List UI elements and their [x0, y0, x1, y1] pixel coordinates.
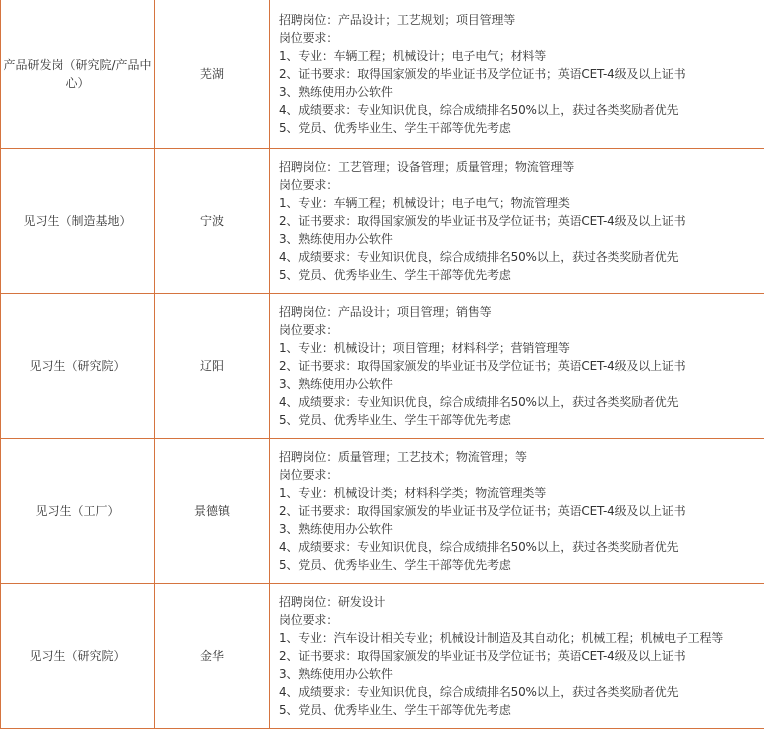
- requirements-cell: [270, 439, 764, 584]
- requirements-cell: [270, 584, 764, 729]
- location-cell: 辽阳: [155, 294, 270, 439]
- preference-note: 5、党员、优秀毕业生、学生干部等优先考虑: [279, 413, 511, 427]
- software-requirement: 3、熟练使用办公软件: [279, 232, 393, 246]
- requirements-cell: [270, 149, 764, 294]
- position-cell: 见习生（研究院）: [1, 294, 155, 439]
- preference-note: 5、党员、优秀毕业生、学生干部等优先考虑: [279, 558, 511, 572]
- grades-requirement: 4、成绩要求：专业知识优良，综合成绩排名50%以上，获过各类奖励者优先: [279, 540, 679, 554]
- recruit-positions-line: 招聘岗位：质量管理；工艺技术；物流管理；等: [279, 450, 527, 464]
- requirements-heading: 岗位要求：: [279, 31, 339, 45]
- requirements-heading: 岗位要求：: [279, 178, 339, 192]
- requirements-heading: 岗位要求：: [279, 323, 339, 337]
- table-row: [1, 584, 764, 729]
- requirements-heading: 岗位要求：: [279, 613, 339, 627]
- requirements-cell: [270, 294, 764, 439]
- table-row: [1, 0, 764, 149]
- position-cell: 见习生（工厂）: [1, 439, 155, 584]
- software-requirement: 3、熟练使用办公软件: [279, 667, 393, 681]
- certificate-requirement: 2、证书要求：取得国家颁发的毕业证书及学位证书；英语CET-4级及以上证书: [279, 649, 686, 663]
- recruitment-table-body: [1, 0, 764, 729]
- table-row: [1, 439, 764, 584]
- software-requirement: 3、熟练使用办公软件: [279, 377, 393, 391]
- grades-requirement: 4、成绩要求：专业知识优良，综合成绩排名50%以上，获过各类奖励者优先: [279, 103, 679, 117]
- recruit-positions-line: 招聘岗位：产品设计；项目管理；销售等: [279, 305, 492, 319]
- location-cell: 芜湖: [155, 0, 270, 149]
- position-cell: 见习生（制造基地）: [1, 149, 155, 294]
- position-cell: 产品研发岗（研究院/产品中心）: [1, 0, 155, 149]
- recruit-positions-line: 招聘岗位：研发设计: [279, 595, 386, 609]
- certificate-requirement: 2、证书要求：取得国家颁发的毕业证书及学位证书；英语CET-4级及以上证书: [279, 214, 686, 228]
- preference-note: 5、党员、优秀毕业生、学生干部等优先考虑: [279, 121, 511, 135]
- certificate-requirement: 2、证书要求：取得国家颁发的毕业证书及学位证书；英语CET-4级及以上证书: [279, 67, 686, 81]
- recruit-positions-line: 招聘岗位：工艺管理；设备管理；质量管理；物流管理等: [279, 160, 575, 174]
- major-requirement: 1、专业：车辆工程；机械设计；电子电气；材料等: [279, 49, 547, 63]
- major-requirement: 1、专业：机械设计类；材料科学类；物流管理类等: [279, 486, 547, 500]
- major-requirement: 1、专业：车辆工程；机械设计；电子电气；物流管理类: [279, 196, 570, 210]
- recruit-positions-line: 招聘岗位：产品设计；工艺规划；项目管理等: [279, 13, 516, 27]
- requirements-cell: [270, 0, 764, 149]
- requirements-heading: 岗位要求：: [279, 468, 339, 482]
- location-cell: 金华: [155, 584, 270, 729]
- grades-requirement: 4、成绩要求：专业知识优良，综合成绩排名50%以上，获过各类奖励者优先: [279, 250, 679, 264]
- certificate-requirement: 2、证书要求：取得国家颁发的毕业证书及学位证书；英语CET-4级及以上证书: [279, 359, 686, 373]
- location-cell: 景德镇: [155, 439, 270, 584]
- grades-requirement: 4、成绩要求：专业知识优良，综合成绩排名50%以上，获过各类奖励者优先: [279, 685, 679, 699]
- software-requirement: 3、熟练使用办公软件: [279, 522, 393, 536]
- table-row: [1, 294, 764, 439]
- software-requirement: 3、熟练使用办公软件: [279, 85, 393, 99]
- major-requirement: 1、专业：汽车设计相关专业；机械设计制造及其自动化；机械工程；机械电子工程等: [279, 631, 724, 645]
- preference-note: 5、党员、优秀毕业生、学生干部等优先考虑: [279, 703, 511, 717]
- major-requirement: 1、专业：机械设计；项目管理；材料科学；营销管理等: [279, 341, 570, 355]
- grades-requirement: 4、成绩要求：专业知识优良，综合成绩排名50%以上，获过各类奖励者优先: [279, 395, 679, 409]
- certificate-requirement: 2、证书要求：取得国家颁发的毕业证书及学位证书；英语CET-4级及以上证书: [279, 504, 686, 518]
- position-cell: 见习生（研究院）: [1, 584, 155, 729]
- location-cell: 宁波: [155, 149, 270, 294]
- preference-note: 5、党员、优秀毕业生、学生干部等优先考虑: [279, 268, 511, 282]
- table-row: [1, 149, 764, 294]
